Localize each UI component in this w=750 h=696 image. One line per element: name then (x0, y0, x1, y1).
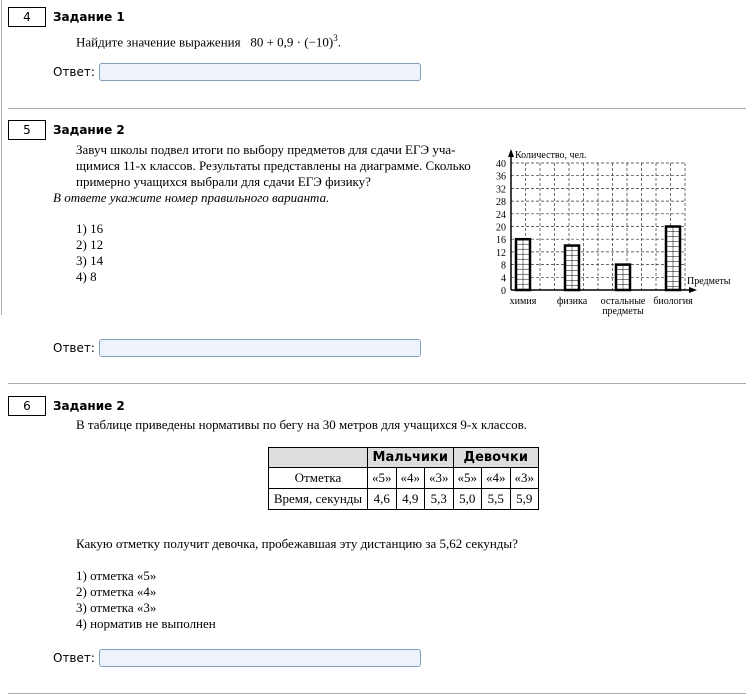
task-text-line: щимися 11-х классов. Результаты представлены на диаграмме. Сколько (76, 158, 471, 173)
option: 3) 14 (76, 253, 104, 268)
category-label: химия (509, 296, 537, 307)
cell: «5» (453, 468, 482, 489)
cell: «5» (368, 468, 397, 489)
answer-input[interactable] (99, 339, 421, 357)
x-axis-label: Предметы (687, 276, 731, 287)
cell: 4,6 (368, 489, 397, 510)
y-tick-label: 8 (501, 260, 506, 272)
group-header: Девочки (453, 448, 539, 468)
category-label: предметы (602, 306, 644, 317)
left-border (1, 0, 2, 315)
row-label: Отметка (269, 468, 368, 489)
y-axis-arrow (508, 149, 514, 157)
norms-table (268, 447, 539, 510)
divider (8, 108, 746, 109)
task-text-line: Завуч школы подвел итоги по выбору предметов для сдачи ЕГЭ уча- (76, 142, 456, 157)
cell: «4» (396, 468, 425, 489)
cell: «4» (482, 468, 511, 489)
option: 3) отметка «3» (76, 600, 157, 615)
divider (8, 383, 746, 384)
task-title: Задание 1 (53, 10, 125, 24)
y-tick-label: 16 (496, 235, 506, 247)
divider (8, 693, 746, 694)
category-label: биология (653, 296, 693, 307)
cell: 5,5 (482, 489, 511, 510)
answer-label: Ответ: (53, 651, 95, 665)
category-label: остальные (600, 296, 646, 307)
y-tick-label: 36 (496, 171, 506, 183)
task-title: Задание 2 (53, 123, 125, 137)
cell: «3» (425, 468, 454, 489)
category-label: физика (556, 296, 588, 307)
y-tick-label: 32 (496, 184, 506, 196)
cell: 5,0 (453, 489, 482, 510)
y-tick-label: 4 (501, 273, 506, 285)
y-tick-label: 0 (501, 286, 506, 297)
y-tick-label: 24 (496, 209, 506, 221)
formula: 80 + 0,9 · (−10) (250, 34, 334, 50)
cell: 4,9 (396, 489, 425, 510)
task-text: В таблице приведены нормативы по бегу на 30 метров для учащихся 9-х классов. (76, 417, 528, 432)
cell: 5,9 (510, 489, 539, 510)
task-title: Задание 2 (53, 399, 125, 413)
option: 2) 12 (76, 237, 104, 252)
answer-label: Ответ: (53, 341, 95, 355)
task-number: 4 (8, 7, 46, 27)
bar-chart (485, 148, 740, 318)
y-tick-label: 12 (496, 247, 506, 259)
y-tick-label: 40 (496, 159, 506, 170)
row-label: Время, секунды (269, 489, 368, 510)
task-number: 5 (8, 120, 46, 140)
x-axis-arrow (689, 287, 697, 293)
y-axis-label: Количество, чел. (515, 150, 587, 161)
option: 4) норматив не выполнен (76, 616, 216, 631)
y-tick-label: 20 (496, 222, 506, 234)
group-header: Мальчики (368, 448, 454, 468)
answer-input[interactable] (99, 649, 421, 667)
option: 1) 16 (76, 221, 104, 236)
answer-input[interactable] (99, 63, 421, 81)
question: Какую отметку получит девочка, пробежавшая эту дистанцию за 5,62 секунды? (76, 536, 518, 551)
cell: «3» (510, 468, 539, 489)
formula-exponent: 3 (333, 33, 338, 43)
task-text-line: примерно учащихся выбрали для сдачи ЕГЭ физику? (76, 174, 371, 189)
task-text: Найдите значение выражения (76, 34, 241, 50)
option: 4) 8 (76, 269, 97, 284)
answer-label: Ответ: (53, 65, 95, 79)
instruction: В ответе укажите номер правильного варианта. (53, 190, 330, 205)
y-tick-label: 28 (496, 197, 506, 209)
task-number: 6 (8, 396, 46, 416)
cell: 5,3 (425, 489, 454, 510)
option: 2) отметка «4» (76, 584, 157, 599)
option: 1) отметка «5» (76, 568, 157, 583)
